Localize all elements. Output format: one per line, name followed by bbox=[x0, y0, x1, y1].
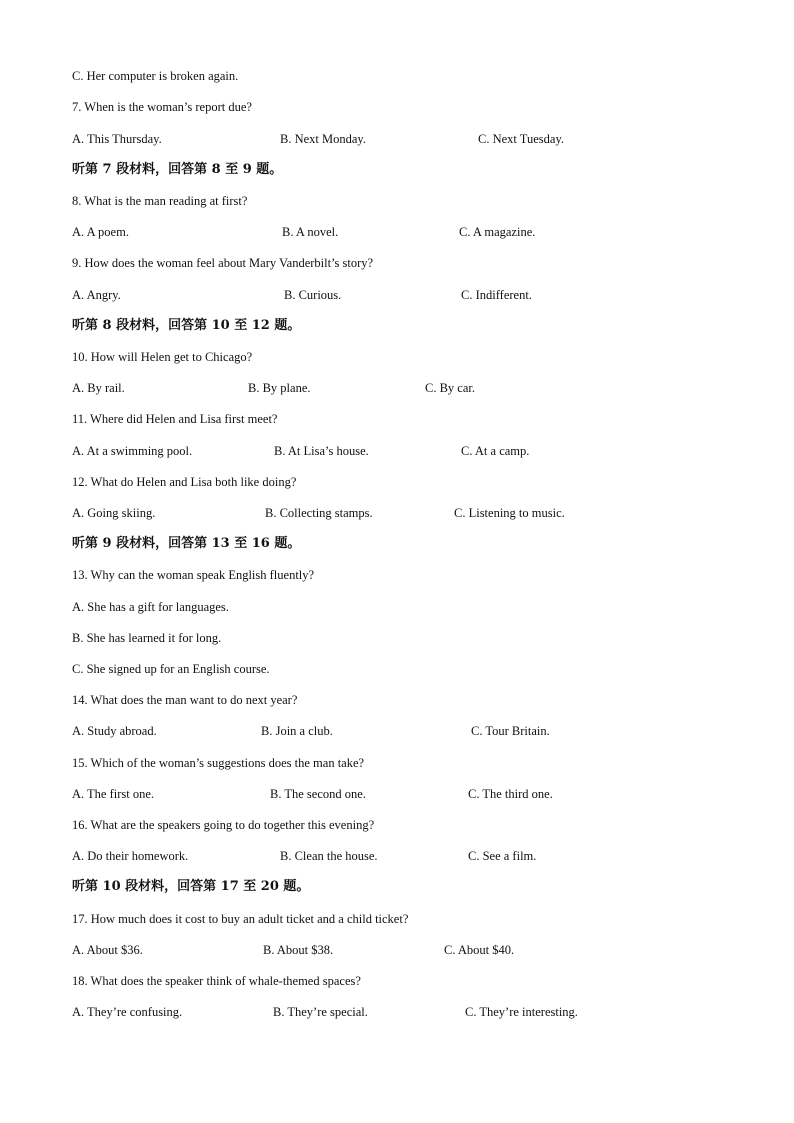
option-a: A. A poem. bbox=[72, 225, 129, 239]
question-text: 10. How will Helen get to Chicago? bbox=[72, 350, 253, 364]
option-b: B. At Lisa’s house. bbox=[274, 444, 369, 458]
option-b: B. Join a club. bbox=[261, 724, 333, 738]
question-text: B. She has learned it for long. bbox=[72, 631, 222, 645]
question-text: 11. Where did Helen and Lisa first meet? bbox=[72, 412, 278, 426]
option-c: C. See a film. bbox=[468, 849, 537, 863]
section-heading: 听第 9 段材料，回答第 13 至 16 题。 bbox=[72, 536, 301, 551]
question-text: 14. What does the man want to do next year? bbox=[72, 693, 298, 707]
option-a: A. By rail. bbox=[72, 381, 125, 395]
question-text: 9. How does the woman feel about Mary Vanderbilt’s story? bbox=[72, 256, 374, 270]
option-b: B. The second one. bbox=[270, 787, 366, 801]
question-text: 15. Which of the woman’s suggestions does the man take? bbox=[72, 756, 365, 770]
question-text: 13. Why can the woman speak English fluently? bbox=[72, 568, 315, 582]
answer-options-row bbox=[72, 129, 732, 149]
question-text: 17. How much does it cost to buy an adult ticket and a child ticket? bbox=[72, 912, 409, 926]
option-c: C. The third one. bbox=[468, 787, 553, 801]
answer-options-row bbox=[72, 1002, 732, 1022]
option-c: C. They’re interesting. bbox=[465, 1005, 578, 1019]
option-a: A. Do their homework. bbox=[72, 849, 189, 863]
question-text: 18. What does the speaker think of whale-themed spaces? bbox=[72, 974, 361, 988]
option-b: B. About $38. bbox=[263, 943, 334, 957]
answer-options-row bbox=[72, 940, 732, 960]
answer-options-row bbox=[72, 285, 732, 305]
answer-options-row bbox=[72, 378, 732, 398]
option-b: B. Collecting stamps. bbox=[265, 506, 373, 520]
option-b: B. Curious. bbox=[284, 288, 342, 302]
answer-options-row bbox=[72, 503, 732, 523]
option-c: C. Tour Britain. bbox=[471, 724, 550, 738]
option-b: B. By plane. bbox=[248, 381, 311, 395]
answer-options-row bbox=[72, 846, 732, 866]
section-heading: 听第 8 段材料，回答第 10 至 12 题。 bbox=[72, 318, 301, 333]
option-a: A. Study abroad. bbox=[72, 724, 157, 738]
question-text: 7. When is the woman’s report due? bbox=[72, 100, 252, 114]
option-a: A. They’re confusing. bbox=[72, 1005, 183, 1019]
question-text: 8. What is the man reading at first? bbox=[72, 194, 248, 208]
option-c: C. About $40. bbox=[444, 943, 515, 957]
option-a: A. Going skiing. bbox=[72, 506, 156, 520]
option-a: A. Angry. bbox=[72, 288, 121, 302]
answer-options-row bbox=[72, 441, 732, 461]
option-c: C. Listening to music. bbox=[454, 506, 565, 520]
option-c: C. Indifferent. bbox=[461, 288, 532, 302]
option-c: C. A magazine. bbox=[459, 225, 536, 239]
option-a: A. At a swimming pool. bbox=[72, 444, 193, 458]
option-c: C. At a camp. bbox=[461, 444, 530, 458]
option-a: A. This Thursday. bbox=[72, 132, 162, 146]
option-b: B. Clean the house. bbox=[280, 849, 378, 863]
question-text: C. Her computer is broken again. bbox=[72, 69, 239, 83]
option-c: C. By car. bbox=[425, 381, 475, 395]
option-b: B. A novel. bbox=[282, 225, 339, 239]
option-b: B. Next Monday. bbox=[280, 132, 366, 146]
question-text: 16. What are the speakers going to do together this evening? bbox=[72, 818, 375, 832]
option-a: A. About $36. bbox=[72, 943, 143, 957]
section-heading: 听第 10 段材料，回答第 17 至 20 题。 bbox=[72, 879, 310, 894]
question-text: 12. What do Helen and Lisa both like doing? bbox=[72, 475, 297, 489]
option-c: C. Next Tuesday. bbox=[478, 132, 565, 146]
answer-options-row bbox=[72, 721, 732, 741]
option-b: B. They’re special. bbox=[273, 1005, 368, 1019]
answer-options-row bbox=[72, 784, 732, 804]
option-a: A. The first one. bbox=[72, 787, 155, 801]
answer-options-row bbox=[72, 222, 732, 242]
question-text: C. She signed up for an English course. bbox=[72, 662, 270, 676]
section-heading: 听第 7 段材料，回答第 8 至 9 题。 bbox=[72, 162, 283, 177]
question-text: A. She has a gift for languages. bbox=[72, 600, 229, 614]
